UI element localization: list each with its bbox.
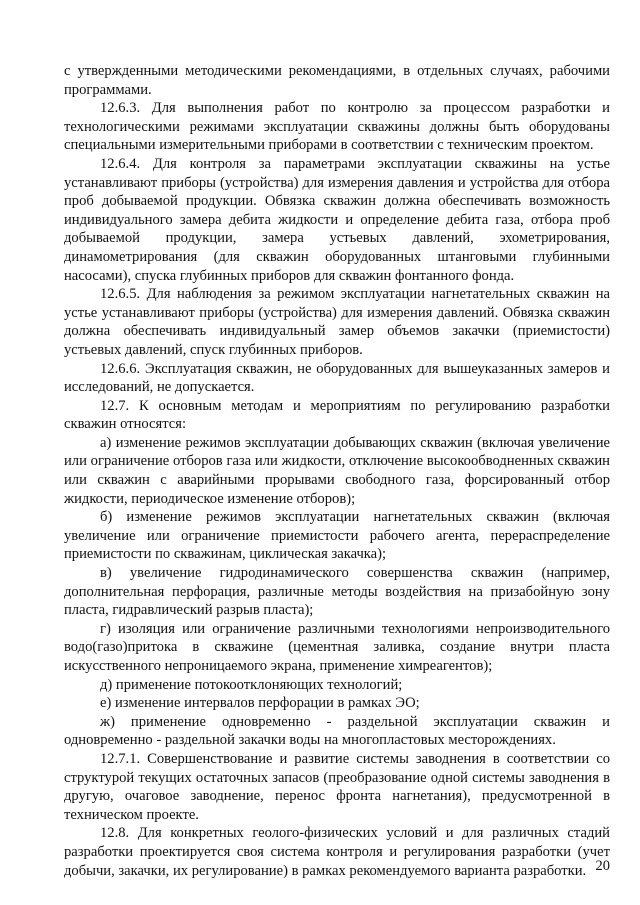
paragraph-12-8: 12.8. Для конкретных геолого-физических условий и для различных стадий разработки проектируется своя система контроля и регулирования разработки (учет добычи, закачки, их регулирование) в рамках рекомендуемого варианта разработки.: [64, 825, 610, 879]
list-item-d: д) применение потокоотклоняющих технологий;: [100, 676, 403, 693]
document-body: [64, 62, 610, 880]
paragraph-12-6-5: 12.6.5. Для наблюдения за режимом эксплуатации нагнетательных скважин на устье устанавливают приборы (устройства) для измерения давлений. Обвязка скважин должна обеспечивать индивидуальный замер объемов закачки (приемистости) устьевых давлений, спуск глубинных приборов.: [64, 286, 610, 358]
paragraph-12-6-4: 12.6.4. Для контроля за параметрами эксплуатации скважины на устье устанавливают приборы (устройства) для измерения давления и устройства для отбора проб добываемой продукции. Обвязка скважин должна обеспечивать возможность индивидуального замера дебита жидкости и определение дебита газа, отбора проб добываемой продукции, замера устьевых давлений, эхометрирования, динамометрирования (для скважин оборудованных штанговыми глубинными насосами), спуска глубинных приборов для скважин фонтанного фонда.: [64, 155, 610, 284]
paragraph-12-6-3: 12.6.3. Для выполнения работ по контролю за процессом разработки и технологическими режимами эксплуатации скважины должны быть оборудованы специальными измерительными приборами в соответствии с техническим проектом.: [64, 100, 610, 154]
list-item-b: б) изменение режимов эксплуатации нагнетательных скважин (включая увеличение или ограничение приемистости рабочего агента, перераспределение приемистости по скважинам, циклическая закачка);: [64, 509, 610, 563]
list-item-e: е) изменение интервалов перфорации в рамках ЭО;: [100, 695, 420, 712]
list-item-zh: ж) применение одновременно - раздельной эксплуатации скважин и одновременно - раздельной закачки воды на многопластовых месторождениях.: [64, 713, 610, 749]
paragraph-12-7: 12.7. К основным методам и мероприятиям по регулированию разработки скважин относятся:: [64, 397, 610, 433]
list-item-g: г) изоляция или ограничение различными технологиями непроизводительного водо(газо)притока в скважине (цементная заливка, создание внутри пласта искусственного непроницаемого экрана, применение химреагентов);: [64, 620, 610, 674]
paragraph-continuation: с утвержденными методическими рекомендациями, в отдельных случаях, рабочими программами.: [64, 63, 610, 98]
paragraph-12-6-6: 12.6.6. Эксплуатация скважин, не оборудованных для вышеуказанных замеров и исследований, не допускается.: [64, 360, 610, 396]
paragraph-12-7-1: 12.7.1. Совершенствование и развитие системы заводнения в соответствии со структурой текущих остаточных запасов (преобразование одной системы заводнения в другую, очаговое заводнение, перенос фронта нагнетания), предусмотренной в техническом проекте.: [64, 750, 610, 823]
list-item-a: а) изменение режимов эксплуатации добывающих скважин (включая увеличение или ограничение отборов газа или жидкости, отключение высокообводненных скважин или скважин с аварийными прорывами свободного газа, форсированный отбор жидкости, периодическое изменение отборов);: [64, 434, 610, 507]
page-number: 20: [595, 858, 610, 874]
list-item-v: в) увеличение гидродинамического совершенства скважин (например, дополнительная перфорация, различные методы воздействия на призабойную зону пласта, гидравлический разрыв пласта);: [64, 565, 610, 619]
